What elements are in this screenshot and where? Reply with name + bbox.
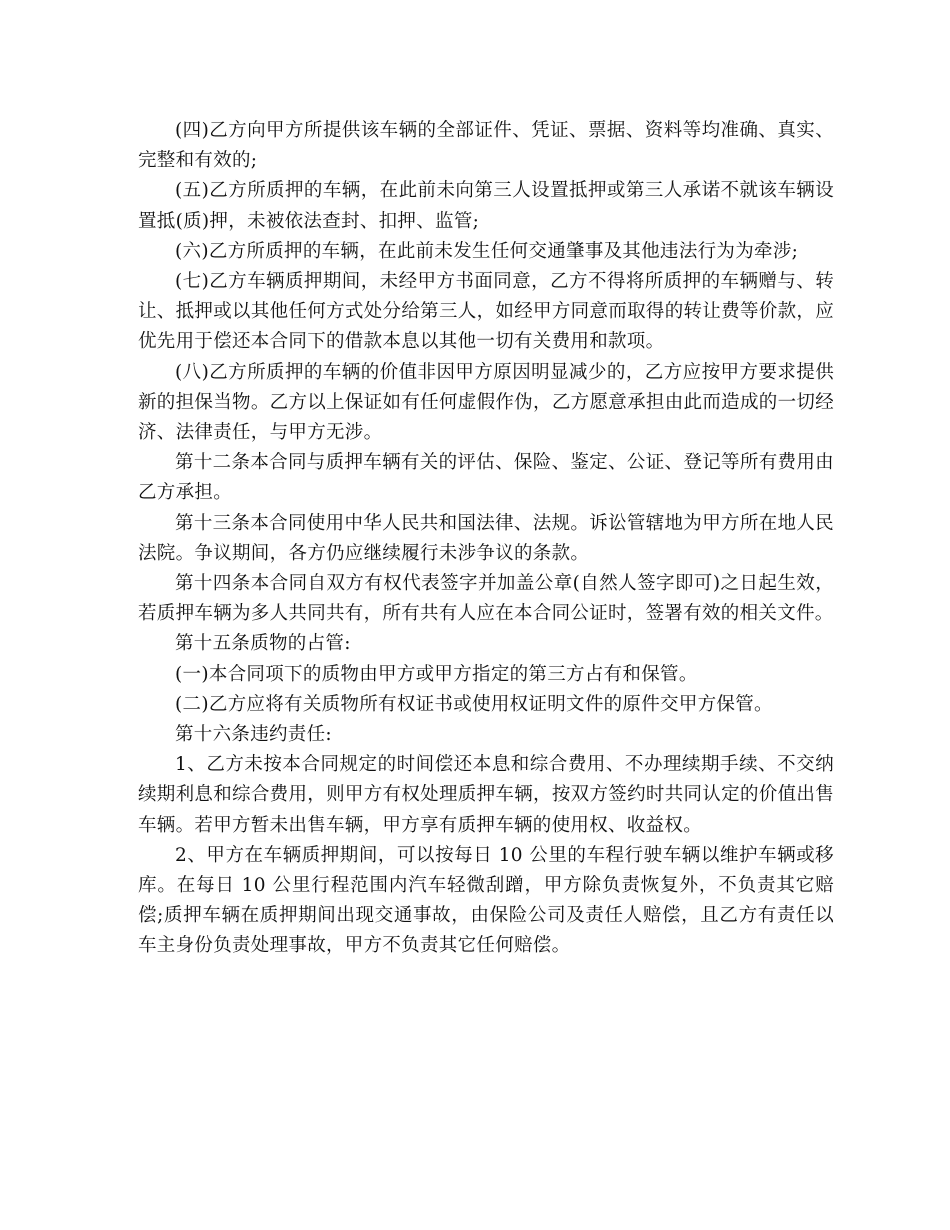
clause-7: (七)乙方车辆质押期间，未经甲方书面同意，乙方不得将所质押的车辆赠与、转让、抵押或以其他任何方式处分给第三人，如经甲方同意而取得的转让费等价款，应优先用于偿还本合同下的借款本息以其他一切有关费用和款项。 [138, 271, 834, 353]
article-15-heading: 第十五条质物的占管: [175, 633, 351, 655]
article-15-item-1: (一)本合同项下的质物由甲方或甲方指定的第三方占有和保管。 [175, 663, 698, 685]
article-15-item-2: (二)乙方应将有关质物所有权证书或使用权证明文件的原件交甲方保管。 [175, 693, 773, 715]
article-16-heading: 第十六条违约责任: [175, 724, 332, 746]
article-13: 第十三条本合同使用中华人民共和国法律、法规。诉讼管辖地为甲方所在地人民法院。争议期间，各方仍应继续履行未涉争议的条款。 [138, 512, 834, 564]
article-14: 第十四条本合同自双方有权代表签字并加盖公章(自然人签字即可)之日起生效，若质押车辆为多人共同共有，所有共有人应在本合同公证时，签署有效的相关文件。 [138, 573, 834, 625]
clause-6: (六)乙方所质押的车辆，在此前未发生任何交通肇事及其他违法行为为牵涉; [175, 240, 799, 262]
article-12: 第十二条本合同与质押车辆有关的评估、保险、鉴定、公证、登记等所有费用由乙方承担。 [138, 452, 834, 504]
clause-4: (四)乙方向甲方所提供该车辆的全部证件、凭证、票据、资料等均准确、真实、完整和有效的; [138, 120, 834, 172]
clause-5: (五)乙方所质押的车辆，在此前未向第三人设置抵押或第三人承诺不就该车辆设置抵(质)押，未被依法查封、扣押、监管; [138, 180, 834, 232]
article-16-item-1: 1、乙方未按本合同规定的时间偿还本息和综合费用、不办理续期手续、不交纳续期利息和综合费用，则甲方有权处理质押车辆，按双方签约时共同认定的价值出售车辆。若甲方暂未出售车辆，甲方享有质押车辆的使用权、收益权。 [138, 754, 834, 836]
document-body [138, 116, 834, 962]
article-16-item-2: 2、甲方在车辆质押期间，可以按每日 10 公里的车程行驶车辆以维护车辆或移库。在每日 10 公里行程范围内汽车轻微刮蹭，甲方除负责恢复外，不负责其它赔偿;质押车辆在质押期间出现交通事故，由保险公司及责任人赔偿，且乙方有责任以车主身份负责处理事故，甲方不负责其它任何赔偿。 [138, 844, 834, 957]
clause-8: (八)乙方所质押的车辆的价值非因甲方原因明显减少的，乙方应按甲方要求提供新的担保当物。乙方以上保证如有任何虚假作伪，乙方愿意承担由此而造成的一切经济、法律责任，与甲方无涉。 [138, 361, 834, 444]
